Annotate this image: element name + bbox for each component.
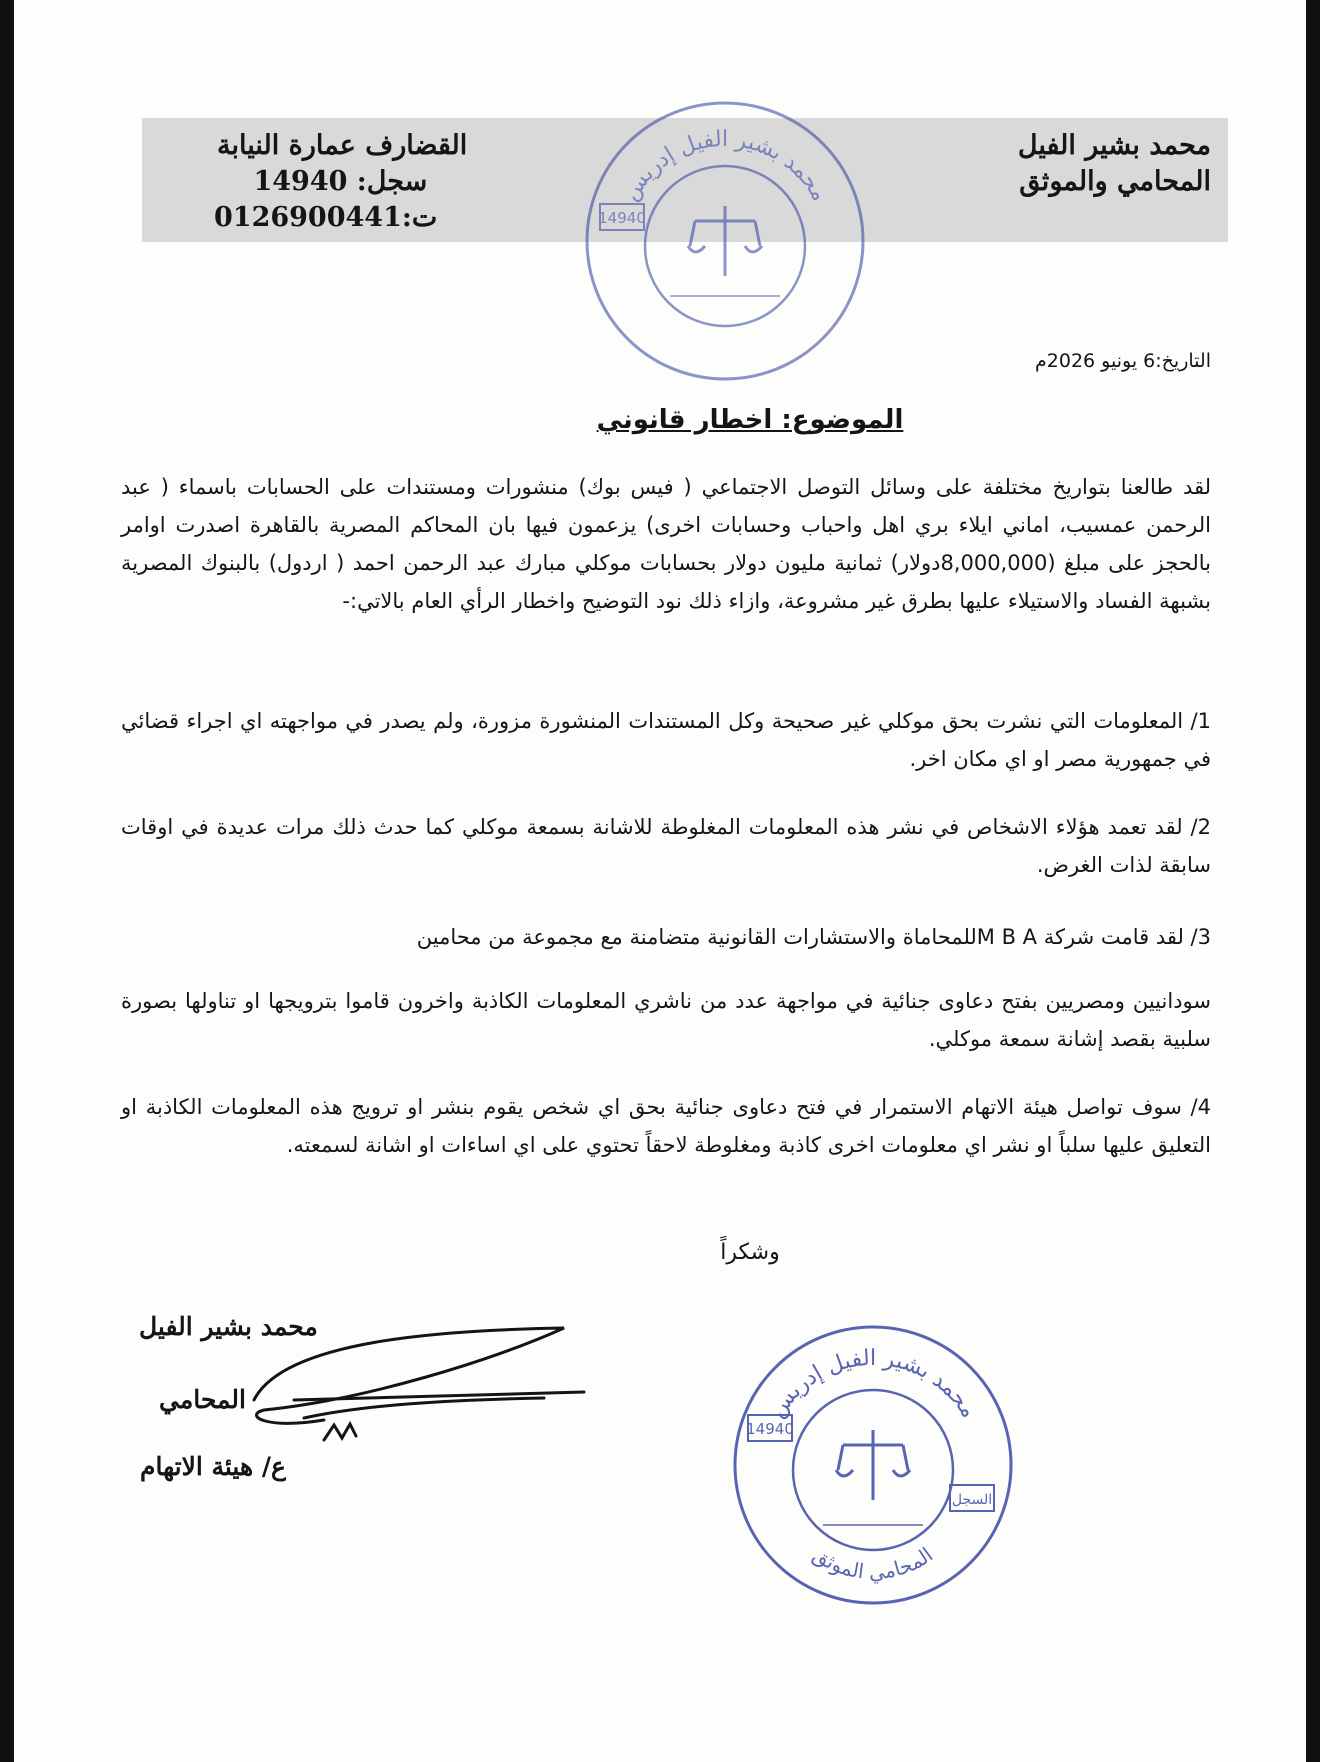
closing-thanks: وشكراً [720,1240,780,1265]
handwritten-signature [244,1320,604,1460]
document-page [14,0,1306,1762]
top-stamp-registry: 14940 [598,209,646,227]
scales-of-justice-icon [836,1430,910,1500]
bottom-stamp-registry: 14940 [746,1420,794,1438]
svg-text:محمد بشير الفيل إدريس [765,1346,981,1422]
scales-of-justice-icon [688,206,762,276]
letterhead-left [214,128,467,236]
point-1: 1/ المعلومات التي نشرت بحق موكلي غير صحيحة وكل المستندات المنشورة مزورة، ولم يصدر في مواجهته اي اجراء قضائي في جمهورية مصر او اي مكان اخر. [121,709,1211,771]
point-2: 2/ لقد تعمد هؤلاء الاشخاص في نشر هذه المعلومات المغلوطة للاشانة بسمعة موكلي كما حدث ذلك مرات عديدة في اوقات سابقة لذات الغرض. [121,815,1211,877]
lawyer-name: محمد بشير الفيل [1017,130,1211,161]
letterhead-right [1018,128,1211,200]
lawyer-title: المحامي والموثق [1019,166,1211,197]
point-3-continued: سودانيين ومصريين بفتح دعاوى جنائية في مواجهة عدد من ناشري المعلومات الكاذبة واخرون قاموا بترويجها او تناولها بصورة سلبية بقصد إشانة سمعة موكلي. [121,989,1211,1051]
letter-date: التاريخ:6 يونيو 2026م [1035,350,1211,372]
phone-number: ت:0126900441 [214,202,438,233]
top-stamp-name: محمد بشير الفيل إدريس [618,126,832,206]
signatory-title: المحامي [159,1385,246,1414]
point-3: 3/ لقد قامت شركة M B Aللمحاماة والاستشارات القانونية متضامنة مع مجموعة من محامين [416,925,1211,949]
bottom-official-stamp [728,1320,1018,1610]
top-official-stamp [580,96,870,386]
bottom-stamp-name: محمد بشير الفيل إدريس [764,1345,982,1423]
letter-subject: الموضوع: اخطار قانوني [596,405,904,435]
intro-paragraph: لقد طالعنا بتواريخ مختلفة على وسائل التوصل الاجتماعي ( فيس بوك) منشورات ومستندات على الحسابات باسماء ( عبد الرحمن عمسيب، اماني ايلاء بري اهل واحباب وحسابات اخرى) يزعمون فيها بان المحاكم المصرية بالقاهرة اصدرت اوامر بالحجز على مبلغ (8,000,000دولار) ثمانية مليون دولار بحسابات موكلي مبارك عبد الرحمن احمد ( اردول) بالبنوك المصرية بشبهة الفساد والاستيلاء عليها بطرق غير مشروعة، وازاء ذلك نود التوضيح واخطار الرأي العام بالاتي:- [121,475,1211,613]
office-address: القضارف عمارة النيابة [217,130,468,161]
svg-text:المحامي الموثق [809,1542,937,1585]
point-4: 4/ سوف تواصل هيئة الاتهام الاستمرار في فتح دعاوى جنائية بحق اي شخص يقوم بنشر او ترويج هذه المعلومات الكاذبة او التعليق عليها سلباً او نشر اي معلومات اخرى كاذبة ومغلوطة لاحقاً تحتوي على اي اساءات او اشانة لسمعته. [121,1095,1211,1157]
signatory-role: ع/ هيئة الاتهام [140,1452,286,1481]
bottom-stamp-registry-label: السجل [951,1492,993,1508]
bottom-stamp-title: المحامي الموثق [808,1542,938,1585]
signatory-name: محمد بشير الفيل [139,1312,318,1341]
registry-number: سجل: 14940 [253,166,428,197]
